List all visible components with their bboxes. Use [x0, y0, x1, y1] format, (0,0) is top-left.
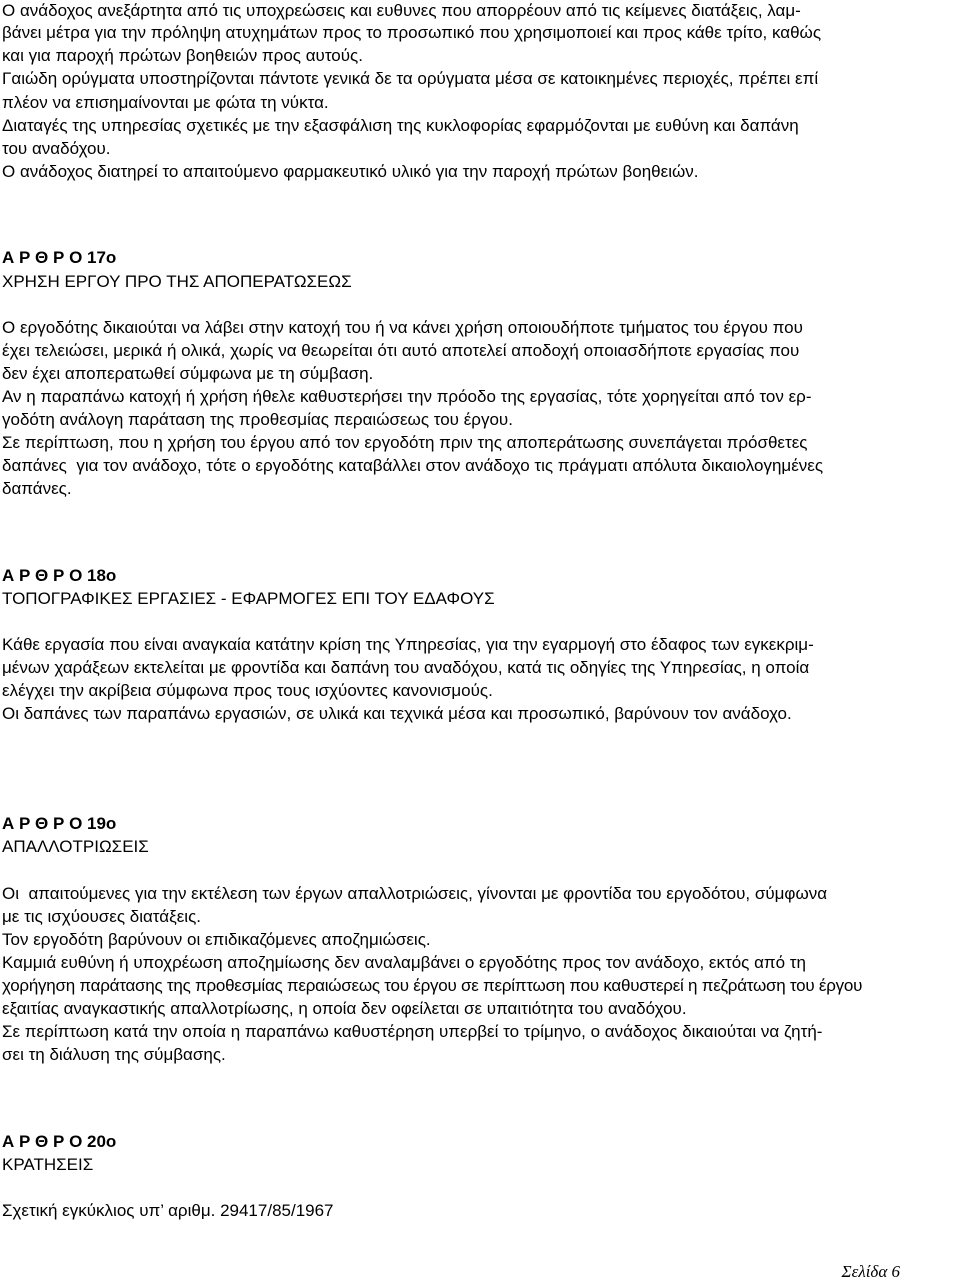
article-17-line: δαπάνες για τον ανάδοχο, τότε ο εργοδότης καταβάλλει στον ανάδοχο τις πράγματι απόλυτα δικαιολογημένες	[2, 456, 824, 475]
article-17-line: Σε περίπτωση, που η χρήση του έργου από τον εργοδότη πριν της αποπεράτωσης συνεπάγεται πρόσθετες	[2, 433, 808, 452]
article-19-line: Σε περίπτωση κατά την οποία η παραπάνω καθυστέρηση υπερβεί το τρίμηνο, ο ανάδοχος δικαιούται να ζητή-	[2, 1022, 823, 1041]
article-17-line: δεν έχει αποπερατωθεί σύμφωνα με τη σύμβαση.	[2, 364, 374, 383]
intro-line: Ο ανάδοχος διατηρεί το απαιτούμενο φαρμακευτικό υλικό για την παροχή πρώτων βοηθειών.	[2, 162, 699, 181]
intro-line: του αναδόχου.	[2, 139, 111, 158]
intro-line: βάνει μέτρα για την πρόληψη ατυχημάτων προς το προσωπικό που χρησιμοποιεί και προς κάθε τρίτο, καθώς	[2, 23, 822, 42]
article-17-line: Ο εργοδότης δικαιούται να λάβει στην κατοχή του ή να κάνει χρήση οποιουδήποτε τμήματος του έργου που	[2, 318, 803, 337]
intro-line: Διαταγές της υπηρεσίας σχετικές με την εξασφάλιση της κυκλοφορίας εφαρμόζονται με ευθύνη και δαπάνη	[2, 116, 799, 135]
intro-line: και για παροχή πρώτων βοηθειών προς αυτούς.	[2, 46, 363, 65]
article-19-number: Α Ρ Θ Ρ Ο 19ο	[2, 814, 117, 833]
intro-line: Ο ανάδοχος ανεξάρτητα από τις υποχρεώσεις και ευθυνες που απορρέουν από τις κείμενες διατάξεις, λαμ-	[2, 1, 801, 20]
article-17-line: γοδότη ανάλογη παράταση της προθεσμίας περαιώσεως του έργου.	[2, 410, 513, 429]
article-19-line: Καμμιά ευθύνη ή υποχρέωση αποζημίωσης δεν αναλαμβάνει ο εργοδότης προς τον ανάδοχο, εκτός από τη	[2, 953, 806, 972]
article-18-title: ΤΟΠΟΓΡΑΦΙΚΕΣ ΕΡΓΑΣΙΕΣ - ΕΦΑΡΜΟΓΕΣ ΕΠΙ ΤΟΥ ΕΔΑΦΟΥΣ	[2, 589, 495, 608]
article-20-number: Α Ρ Θ Ρ Ο 20ο	[2, 1132, 117, 1151]
article-17-line: έχει τελειώσει, μερικά ή ολικά, χωρίς να θεωρείται ότι αυτό αποτελεί αποδοχή οποιασδήποτε εργασίας που	[2, 341, 800, 360]
article-19-line: Τον εργοδότη βαρύνουν οι επιδικαζόμενες αποζημιώσεις.	[2, 930, 431, 949]
article-18-line: μένων χαράξεων εκτελείται με φροντίδα και δαπάνη του αναδόχου, κατά τις οδηγίες της Υπηρεσίας, η οποία	[2, 658, 810, 677]
article-17-line: δαπάνες.	[2, 479, 72, 498]
article-17-line: Αν η παραπάνω κατοχή ή χρήση ήθελε καθυστερήσει την πρόοδο της εργασίας, τότε χορηγείται από τον ερ-	[2, 387, 812, 406]
article-18-line: Οι δαπάνες των παραπάνω εργασιών, σε υλικά και τεχνικά μέσα και προσωπικό, βαρύνουν τον ανάδοχο.	[2, 704, 792, 723]
article-20-title: ΚΡΑΤΗΣΕΙΣ	[2, 1155, 94, 1174]
article-19-title: ΑΠΑΛΛΟΤΡΙΩΣΕΙΣ	[2, 837, 149, 856]
article-17-number: Α Ρ Θ Ρ Ο 17ο	[2, 248, 117, 267]
intro-line: Γαιώδη ορύγματα υποστηρίζονται πάντοτε γενικά δε τα ορύγματα μέσα σε κατοικημένες περιοχές, πρέπει επί	[2, 69, 819, 88]
article-19-line: χορήγηση παράτασης της προθεσμίας περαιώσεως του έργου σε περίπτωση που καθυστερεί η πεζράτωση του έργου	[2, 976, 863, 995]
article-18-line: Κάθε εργασία που είναι αναγκαία κατάτην κρίση της Υπηρεσίας, για την εγαρμογή στο έδαφος των εγκεκριμ-	[2, 635, 814, 654]
article-19-line: σει τη διάλυση της σύμβασης.	[2, 1045, 226, 1064]
article-18-number: Α Ρ Θ Ρ Ο 18ο	[2, 566, 117, 585]
article-19-line: με τις ισχύουσες διατάξεις.	[2, 907, 201, 926]
article-20-line: Σχετική εγκύκλιος υπ’ αριθμ. 29417/85/1967	[2, 1201, 334, 1220]
article-17-title: ΧΡΗΣΗ ΕΡΓΟΥ ΠΡΟ ΤΗΣ ΑΠΟΠΕΡΑΤΩΣΕΩΣ	[2, 272, 352, 291]
page-number: Σελίδα 6	[841, 1262, 900, 1281]
article-19-line: Οι απαιτούμενες για την εκτέλεση των έργων απαλλοτριώσεις, γίνονται με φροντίδα του εργοδότου, σύμφωνα	[2, 884, 828, 903]
article-19-line: εξαιτίας αναγκαστικής απαλλοτρίωσης, η οποία δεν οφείλεται σε υπαιτιότητα του αναδόχου.	[2, 999, 687, 1018]
intro-line: πλέον να επισημαίνονται με φώτα τη νύκτα.	[2, 93, 329, 112]
article-18-line: ελέγχει την ακρίβεια σύμφωνα προς τους ισχύοντες κανονισμούς.	[2, 681, 493, 700]
